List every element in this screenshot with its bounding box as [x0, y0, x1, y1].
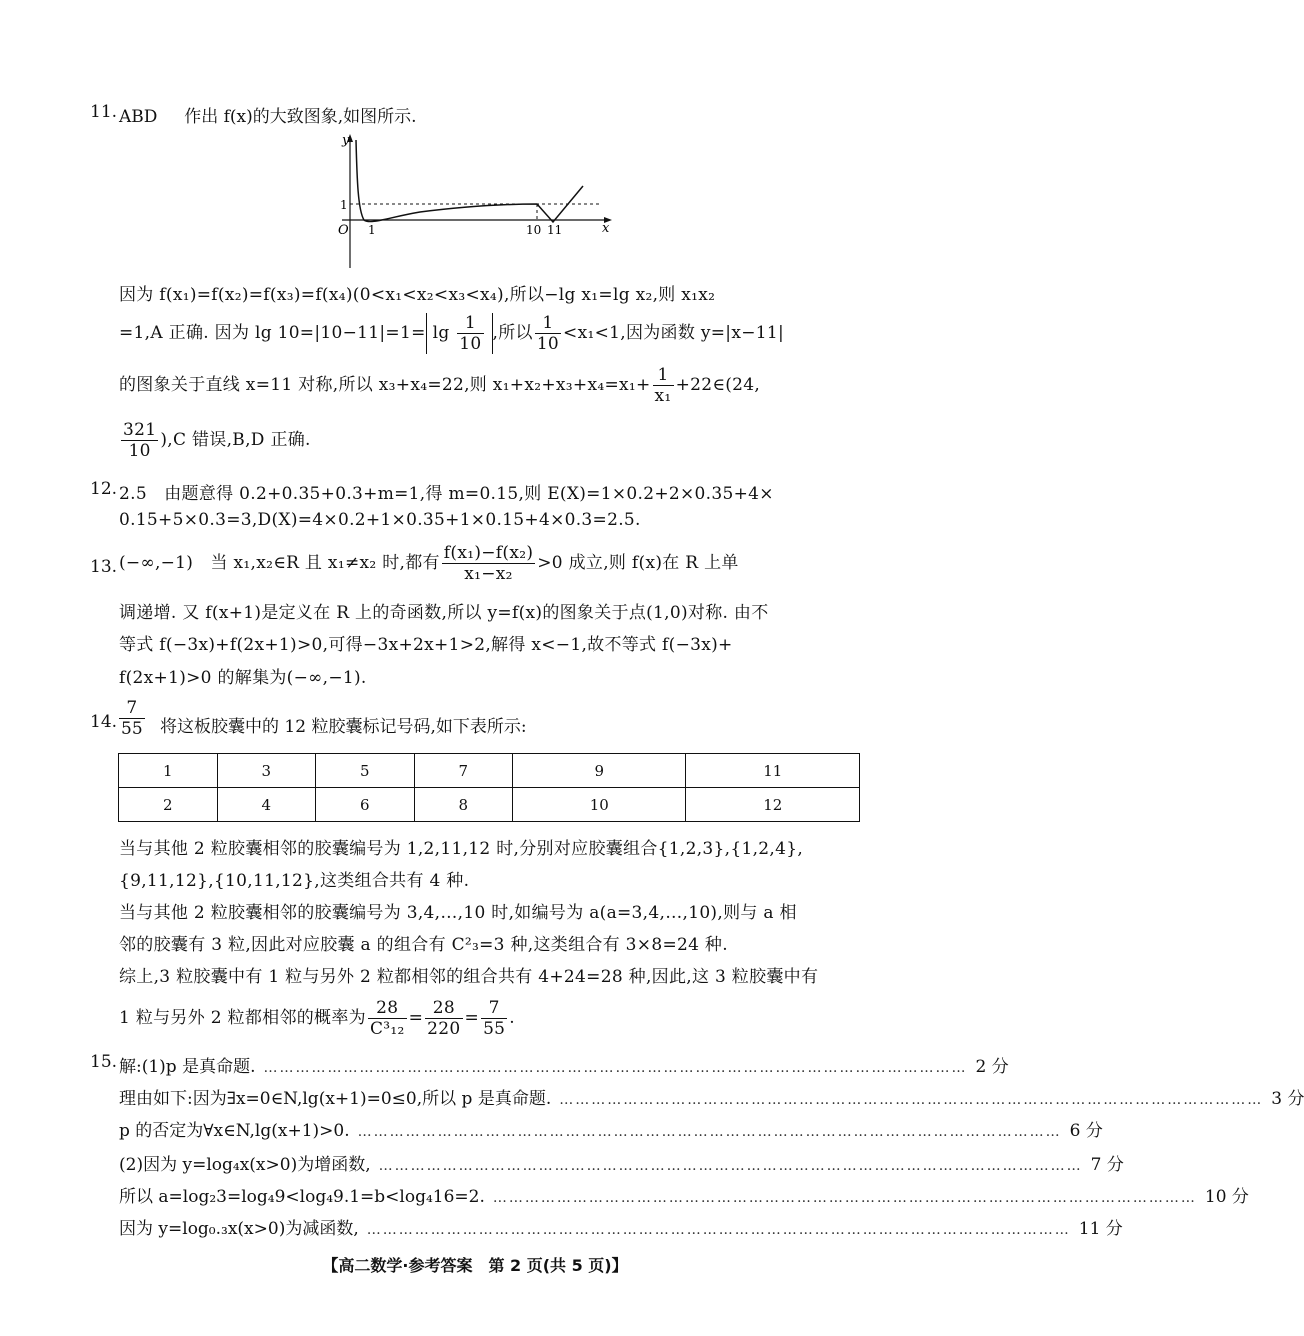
- q15-line-5: [119, 1182, 1249, 1207]
- frac-7-55-b: [481, 998, 507, 1039]
- frac-28-220: [425, 998, 462, 1039]
- q13-line2: 调递增. 又 f(x+1)是定义在 R 上的奇函数,所以 y=f(x)的图象关于点(1,0)对称. 由不: [119, 603, 769, 623]
- frac-fx1-fx2: [442, 543, 535, 584]
- q15-text: 理由如下:因为∃x=0∈N,lg(x+1)=0≤0,所以 p 是真命题.: [119, 1089, 552, 1109]
- frac-1-10: [457, 313, 483, 354]
- q15-points: 10 分: [1204, 1187, 1249, 1207]
- leader-dots: ……………………………………………………………………………………………………………………: [263, 1060, 968, 1076]
- q11-line3-a: 的图象关于直线 x=11 对称,所以 x₃+x₄=22,则 x₁+x₂+x₃+x₄=x₁+: [119, 375, 651, 395]
- q11-line1: 因为 f(x₁)=f(x₂)=f(x₃)=f(x₄)(0<x₁<x₂<x₃<x₄),所以−lg x₁=lg x₂,则 x₁x₂: [119, 285, 716, 305]
- frac-1-x1: [653, 365, 674, 406]
- q15-points: 2 分: [975, 1057, 1009, 1077]
- table-cell: 7: [414, 754, 513, 788]
- frac-den: 10: [459, 334, 482, 354]
- frac-den: 55: [121, 719, 143, 739]
- q11-answer: ABD: [119, 107, 158, 127]
- q15-text: 所以 a=log₂3=log₄9<log₄9.1=b<log₄16=2.: [119, 1187, 485, 1207]
- q13-line3: 等式 f(−3x)+f(2x+1)>0,可得−3x+2x+1>2,解得 x<−1,故不等式 f(−3x)+: [119, 635, 733, 655]
- function-curve: [356, 140, 583, 222]
- frac-7-55: [119, 698, 145, 739]
- table-cell: 3: [217, 754, 316, 788]
- q12-number: 12.: [90, 479, 118, 499]
- q12-line2: 0.15+5×0.3=3,D(X)=4×0.2+1×0.35+1×0.15+4×0.3=2.5.: [119, 510, 641, 530]
- q13-line1: [119, 543, 739, 584]
- frac-num: 28: [368, 998, 407, 1019]
- table-cell: 9: [513, 754, 686, 788]
- y-tick-1: 1: [340, 198, 348, 212]
- q11-graph: [330, 130, 620, 270]
- q13-number: 13.: [90, 557, 118, 577]
- q15-text: 因为 y=log₀.₃x(x>0)为减函数,: [119, 1219, 359, 1239]
- capsule-table: [118, 753, 860, 822]
- frac-28-c312: [368, 998, 407, 1039]
- x-tick-11: 11: [547, 223, 563, 237]
- leader-dots: ……………………………………………………………………………………………………………………: [559, 1092, 1264, 1108]
- frac-321-10: [121, 420, 158, 461]
- q13-line4: f(2x+1)>0 的解集为(−∞,−1).: [119, 668, 367, 688]
- table-cell: 1: [119, 754, 218, 788]
- frac-num: 7: [119, 698, 145, 719]
- page-footer: 【高二数学·参考答案 第 2 页(共 5 页)】: [322, 1256, 628, 1275]
- origin-label: O: [338, 223, 349, 238]
- q14-number: 14.: [90, 712, 118, 732]
- table-cell: 12: [686, 788, 860, 822]
- leader-dots: ……………………………………………………………………………………………………………………: [492, 1190, 1197, 1206]
- frac-den: 55: [483, 1019, 506, 1039]
- q11-line3: [119, 365, 760, 406]
- q15-line-2: [119, 1084, 1304, 1109]
- q11-line4: [119, 420, 311, 461]
- q14-p4: 邻的胶囊有 3 粒,因此对应胶囊 a 的组合有 C²₃=3 种,这类组合有 3×8=24 种.: [119, 935, 728, 955]
- x-tick-10: 10: [526, 223, 542, 237]
- q14-p1: 当与其他 2 粒胶囊相邻的胶囊编号为 1,2,11,12 时,分别对应胶囊组合{1,2,3},{1,2,4},: [119, 839, 804, 859]
- q11-line2-c: <x₁<1,因为函数 y=|x−11|: [563, 323, 785, 343]
- q13-line1-a: (−∞,−1) 当 x₁,x₂∈R 且 x₁≠x₂ 时,都有: [119, 553, 440, 573]
- q15-number: 15.: [90, 1052, 118, 1072]
- q15-text: p 的否定为∀x∈N,lg(x+1)>0.: [119, 1121, 350, 1141]
- q11-line2: [119, 313, 784, 354]
- y-label: y: [342, 133, 350, 148]
- frac-den: C³₁₂: [369, 1019, 405, 1039]
- q11-line4-b: ),C 错误,B,D 正确.: [160, 430, 311, 450]
- q14-p3: 当与其他 2 粒胶囊相邻的胶囊编号为 3,4,…,10 时,如编号为 a(a=3,4,…,10),则与 a 相: [119, 903, 797, 923]
- q11-line3-b: +22∈(24,: [675, 375, 761, 395]
- abs-lg-frac: [426, 313, 493, 354]
- q15-points: 3 分: [1271, 1089, 1304, 1109]
- table-cell: 8: [414, 788, 513, 822]
- x-label: x: [602, 221, 610, 236]
- frac-den: x₁−x₂: [464, 564, 513, 584]
- q15-line-1: [119, 1052, 1009, 1077]
- q15-points: 7 分: [1090, 1155, 1124, 1175]
- frac-den: x₁: [654, 386, 672, 406]
- equals: =: [464, 1008, 480, 1028]
- frac-1-10-b: [535, 313, 561, 354]
- frac-num: f(x₁)−f(x₂): [443, 543, 534, 563]
- q11-line2-a: =1,A 正确. 因为 lg 10=|10−11|=1=: [119, 323, 426, 343]
- q11-number: 11.: [90, 102, 118, 122]
- leader-dots: ……………………………………………………………………………………………………………………: [378, 1158, 1083, 1174]
- table-cell: 11: [686, 754, 860, 788]
- frac-den: 10: [536, 334, 560, 354]
- q15-points: 6 分: [1069, 1121, 1103, 1141]
- leader-dots: ……………………………………………………………………………………………………………………: [357, 1124, 1062, 1140]
- table-row: [119, 754, 860, 788]
- q15-line-4: [119, 1150, 1124, 1175]
- frac-num: 1: [457, 313, 483, 334]
- q15-points: 11 分: [1078, 1219, 1123, 1239]
- table-cell: 5: [316, 754, 415, 788]
- frac-den: 10: [128, 441, 151, 461]
- q11-intro: 作出 f(x)的大致图象,如图所示.: [184, 107, 417, 127]
- q14-intro: 将这板胶囊中的 12 粒胶囊标记号码,如下表所示:: [160, 717, 527, 737]
- table-row: [119, 788, 860, 822]
- table-cell: 4: [217, 788, 316, 822]
- q13-line1-b: >0 成立,则 f(x)在 R 上单: [537, 553, 739, 573]
- frac-num: 28: [425, 998, 462, 1019]
- leader-dots: ……………………………………………………………………………………………………………………: [366, 1222, 1071, 1238]
- frac-num: 321: [123, 420, 157, 440]
- table-cell: 10: [513, 788, 686, 822]
- q12-line1: 2.5 由题意得 0.2+0.35+0.3+m=1,得 m=0.15,则 E(X)=1×0.2+2×0.35+4×: [119, 484, 774, 504]
- frac-num: 7: [481, 998, 507, 1019]
- q14-p5: 综上,3 粒胶囊中有 1 粒与另外 2 粒都相邻的组合共有 4+24=28 种,因此,这 3 粒胶囊中有: [119, 967, 819, 987]
- q15-text: (2)因为 y=log₄x(x>0)为增函数,: [119, 1155, 371, 1175]
- q15-line-6: [119, 1214, 1123, 1239]
- q11-header: [119, 102, 417, 127]
- q15-text: 解:(1)p 是真命题.: [119, 1057, 256, 1077]
- frac-num: 1: [653, 365, 674, 386]
- q14-answer: [117, 698, 147, 739]
- period: .: [509, 1008, 516, 1028]
- x-tick-1: 1: [368, 223, 376, 237]
- table-cell: 2: [119, 788, 218, 822]
- q14-p6-a: 1 粒与另外 2 粒都相邻的概率为: [119, 1008, 366, 1028]
- lg-text: lg: [432, 323, 450, 343]
- q14-p2: {9,11,12},{10,11,12},这类组合共有 4 种.: [119, 871, 470, 891]
- frac-num: 1: [535, 313, 561, 334]
- q11-line2-b: ,所以: [492, 323, 533, 343]
- frac-den: 220: [427, 1019, 461, 1039]
- q15-line-3: [119, 1116, 1103, 1141]
- table-cell: 6: [316, 788, 415, 822]
- q14-p6: [119, 998, 515, 1039]
- equals: =: [408, 1008, 424, 1028]
